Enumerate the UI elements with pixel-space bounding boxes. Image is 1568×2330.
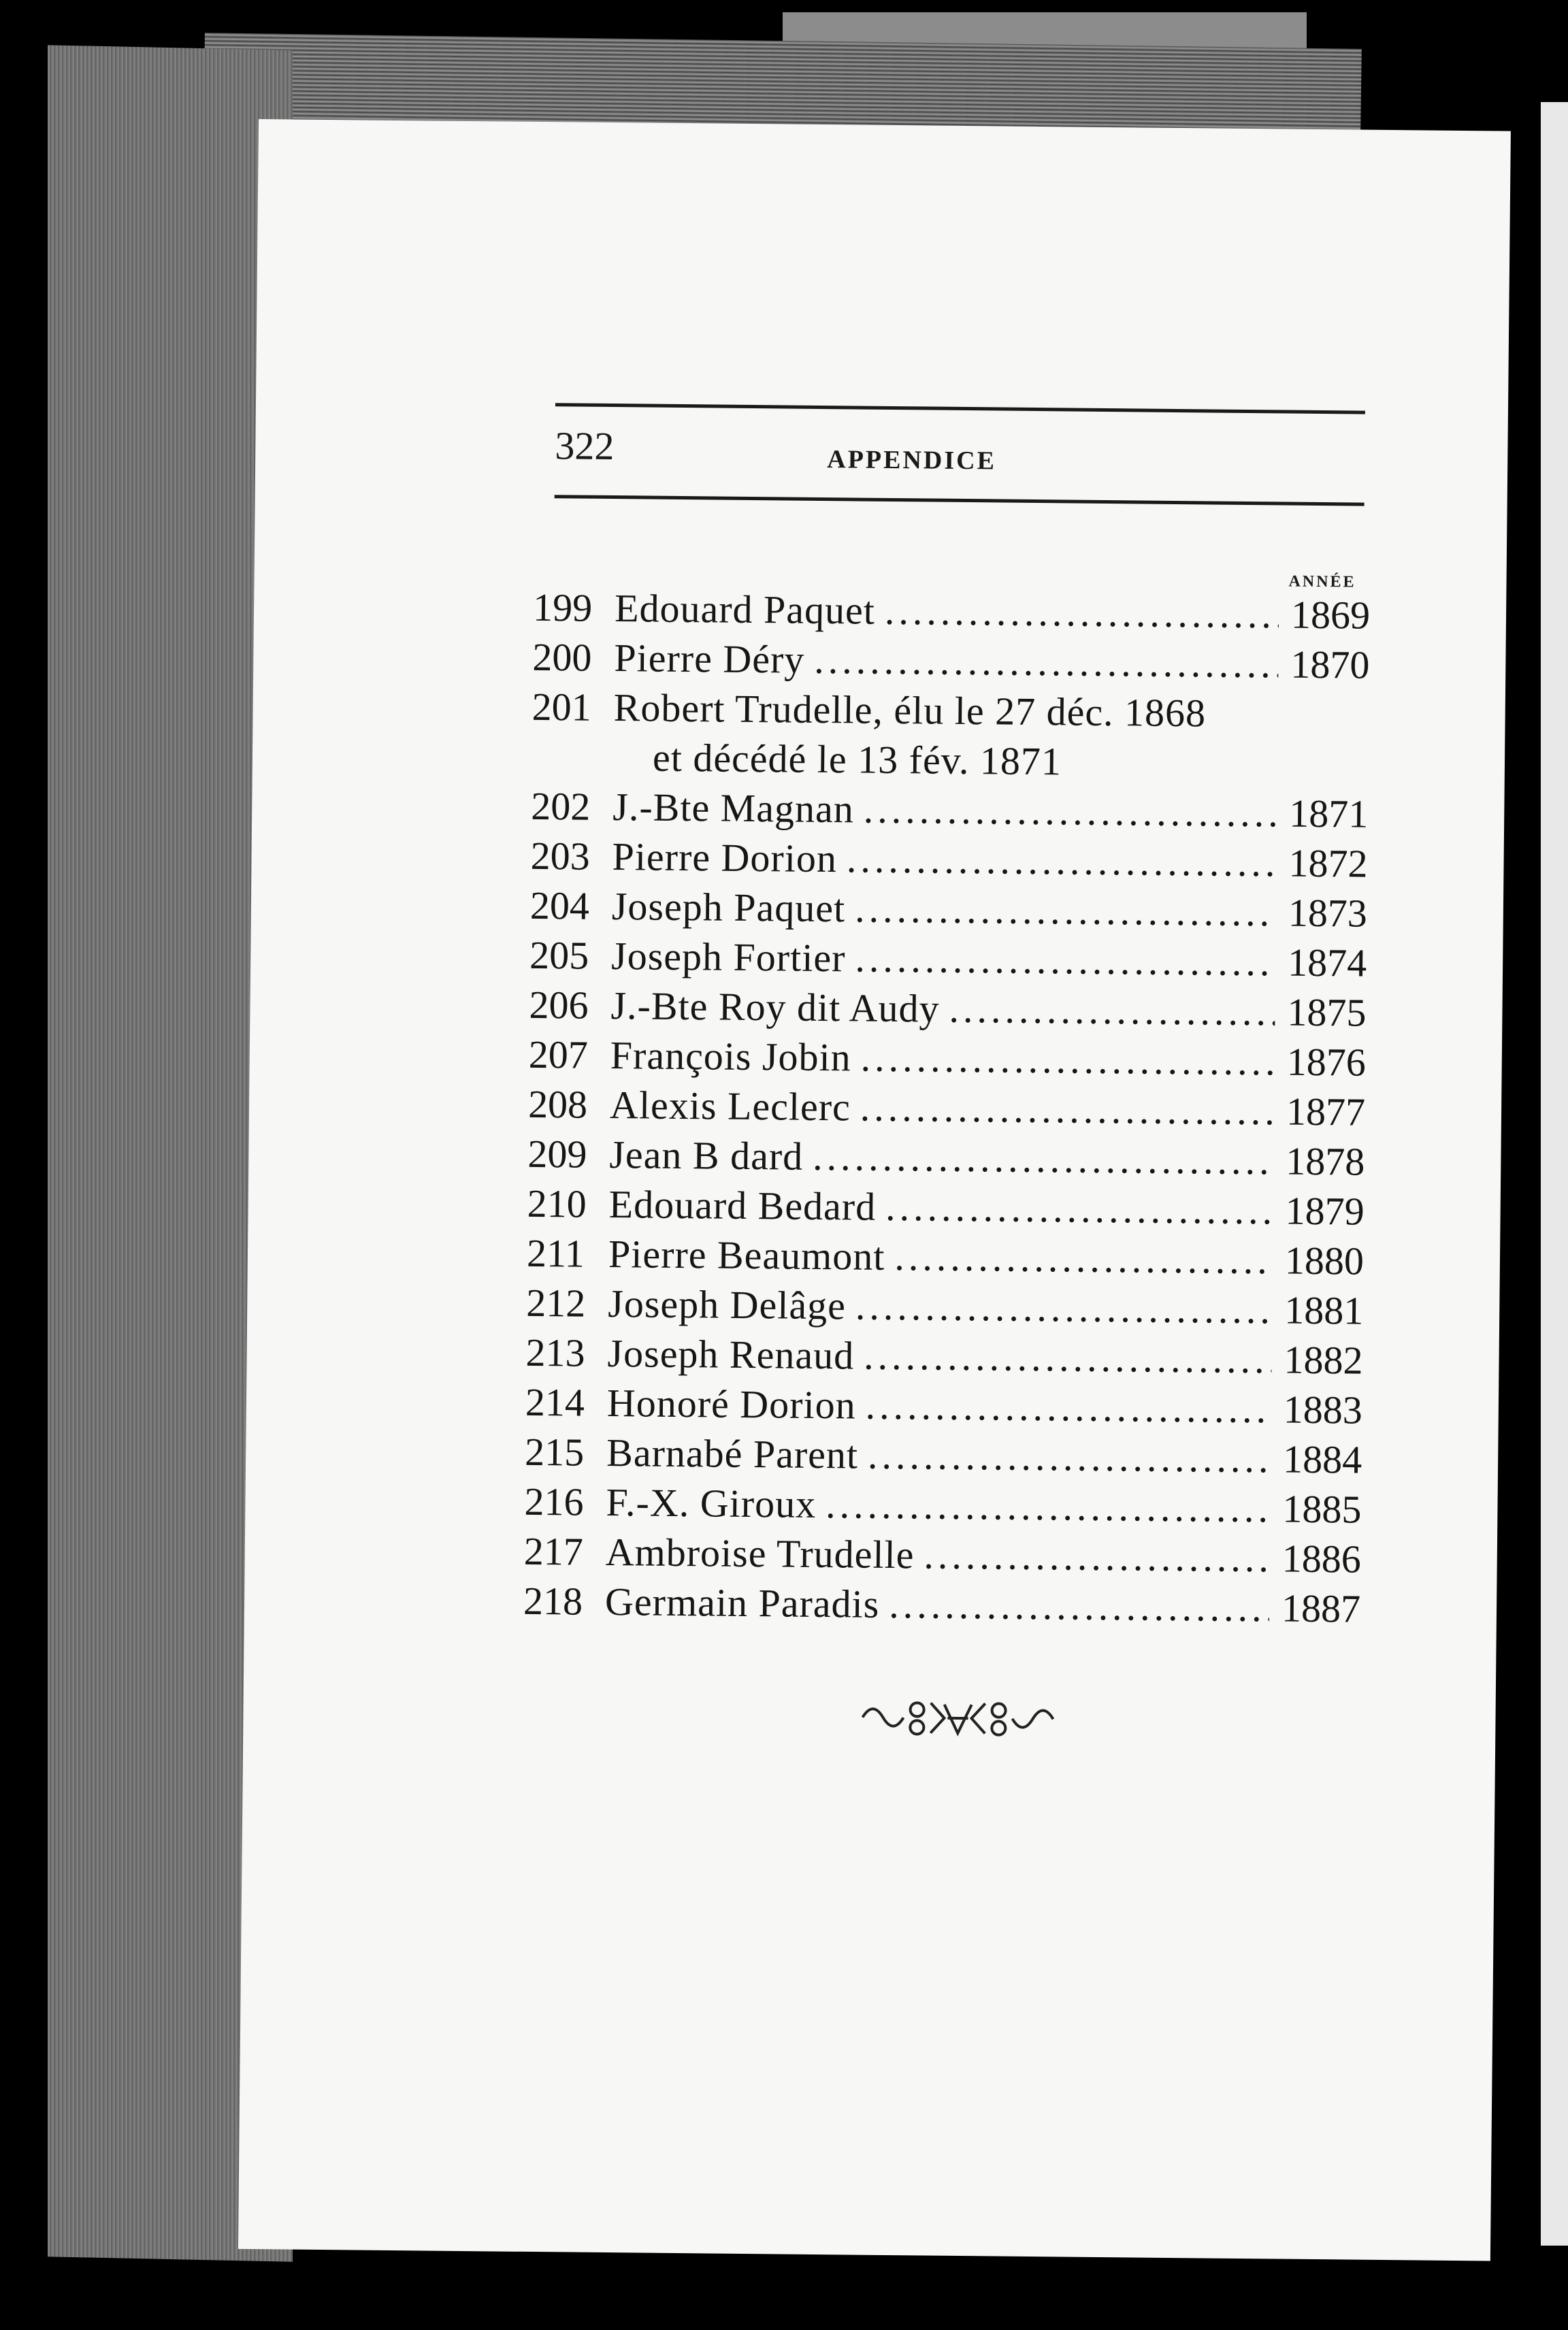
entry-year: 1877 <box>1286 1089 1366 1134</box>
entry-number: 216 <box>524 1479 584 1524</box>
leader-dots <box>855 1283 1273 1332</box>
entry-name: Edouard Bedard <box>608 1182 877 1229</box>
leader-dots <box>865 1383 1271 1432</box>
entry-number: 207 <box>528 1032 589 1077</box>
entry-name: et décédé le 13 fév. 1871 <box>652 735 1062 784</box>
entry-row <box>531 783 1369 841</box>
entry-row <box>529 982 1367 1040</box>
entry-row <box>528 1032 1366 1089</box>
leader-dots <box>889 1581 1269 1630</box>
entry-number: 210 <box>527 1181 587 1226</box>
entry-year: 1872 <box>1288 840 1368 886</box>
entry-number: 200 <box>532 634 592 680</box>
entry-year: 1885 <box>1282 1486 1362 1532</box>
facing-page-edge <box>1541 102 1568 2246</box>
entry-row <box>530 883 1368 940</box>
entry-year: 1876 <box>1286 1039 1367 1085</box>
entry-row <box>533 585 1371 642</box>
entry-year: 1879 <box>1285 1188 1365 1234</box>
leader-dots <box>860 1085 1275 1134</box>
entry-row <box>523 1578 1361 1636</box>
entry-name: Pierre Dorion <box>612 834 838 881</box>
entry-number: 203 <box>530 833 590 879</box>
entry-name: François Jobin <box>610 1033 852 1080</box>
leader-dots <box>813 1134 1274 1183</box>
entry-year: 1873 <box>1288 890 1368 936</box>
leader-dots <box>863 787 1277 836</box>
leader-dots <box>924 1532 1270 1581</box>
leader-dots <box>885 1184 1273 1233</box>
entry-year: 1881 <box>1284 1287 1364 1333</box>
entry-row <box>532 684 1369 742</box>
entry-year: 1882 <box>1284 1337 1363 1383</box>
entry-name: Barnabé Parent <box>606 1430 859 1477</box>
entry-year: 1884 <box>1282 1437 1362 1482</box>
leader-dots <box>885 588 1279 638</box>
entry-name: Honoré Dorion <box>606 1381 856 1428</box>
entry-row <box>532 734 1369 791</box>
header-rule-bottom <box>555 495 1365 506</box>
entry-number: 214 <box>525 1379 585 1425</box>
entry-name: Joseph Paquet <box>611 884 846 931</box>
entry-number: 205 <box>529 932 589 978</box>
entry-number: 217 <box>523 1528 584 1574</box>
entry-year: 1871 <box>1288 791 1369 836</box>
leader-dots <box>847 836 1277 885</box>
entry-name: J.-Bte Roy dit Audy <box>610 983 940 1031</box>
entry-row <box>526 1280 1364 1338</box>
running-head: APPENDICE <box>827 445 997 476</box>
entry-number: 211 <box>526 1230 585 1276</box>
entry-name: Pierre Déry <box>614 636 805 682</box>
entry-row <box>527 1181 1365 1238</box>
entry-number: 209 <box>527 1131 587 1177</box>
entry-year: 1875 <box>1287 989 1367 1035</box>
page-number: 322 <box>555 423 615 469</box>
entry-name: Alexis Leclerc <box>609 1083 851 1130</box>
entry-number: 208 <box>527 1081 588 1127</box>
leader-dots <box>860 1035 1275 1085</box>
ornament-icon <box>855 1690 1060 1747</box>
entry-row <box>525 1429 1362 1487</box>
entry-name: Pierre Beaumont <box>608 1232 885 1279</box>
entry-name: Joseph Fortier <box>610 934 846 981</box>
leader-dots <box>855 935 1275 985</box>
entry-year: 1870 <box>1290 642 1370 687</box>
entry-name: Ambroise Trudelle <box>605 1529 915 1577</box>
entry-name: F.-X. Giroux <box>606 1479 817 1526</box>
entry-row <box>525 1379 1363 1437</box>
entry-row <box>524 1479 1362 1537</box>
entry-number: 206 <box>529 982 589 1028</box>
entry-name: Joseph Delâge <box>608 1281 847 1328</box>
entry-number: 212 <box>526 1280 586 1326</box>
entry-row <box>523 1528 1361 1586</box>
entry-year: 1874 <box>1287 940 1367 985</box>
entry-row <box>527 1230 1365 1288</box>
entry-row <box>527 1131 1365 1189</box>
entry-year: 1883 <box>1283 1387 1363 1432</box>
header-rule-top <box>555 403 1365 414</box>
leader-dots <box>864 1333 1272 1383</box>
entry-list <box>523 585 1371 1636</box>
year-column-header: ANNÉE <box>1288 572 1356 591</box>
entry-row <box>529 932 1367 990</box>
entry-year: 1869 <box>1290 592 1371 638</box>
entry-name: J.-Bte Magnan <box>612 785 855 832</box>
leader-dots <box>826 1481 1271 1531</box>
book-page <box>238 119 1511 2261</box>
leader-dots <box>949 986 1275 1035</box>
leader-dots <box>868 1432 1271 1482</box>
entry-number: 202 <box>531 783 591 829</box>
entry-name: Germain Paradis <box>604 1579 880 1626</box>
entry-year: 1880 <box>1284 1238 1365 1283</box>
entry-row <box>525 1330 1363 1388</box>
leader-dots <box>894 1234 1273 1283</box>
leader-dots <box>855 885 1276 935</box>
entry-year: 1886 <box>1281 1536 1362 1581</box>
entry-name: Jean B dard <box>609 1132 804 1179</box>
entry-number: 215 <box>524 1429 585 1475</box>
entry-year: 1887 <box>1281 1586 1361 1631</box>
entry-name: Robert Trudelle, élu le 27 déc. 1868 <box>613 685 1207 736</box>
entry-number: 218 <box>523 1578 583 1624</box>
entry-year: 1878 <box>1286 1138 1365 1184</box>
leader-dots <box>814 637 1279 687</box>
entry-row <box>530 833 1368 891</box>
entry-row <box>532 634 1370 692</box>
entry-name: Edouard Paquet <box>614 586 876 633</box>
entry-number: 201 <box>532 684 592 729</box>
entry-number: 204 <box>529 883 590 928</box>
entry-number: 213 <box>525 1330 585 1375</box>
entry-name: Joseph Renaud <box>607 1331 855 1378</box>
entry-number: 199 <box>532 585 593 630</box>
entry-row <box>528 1081 1366 1139</box>
